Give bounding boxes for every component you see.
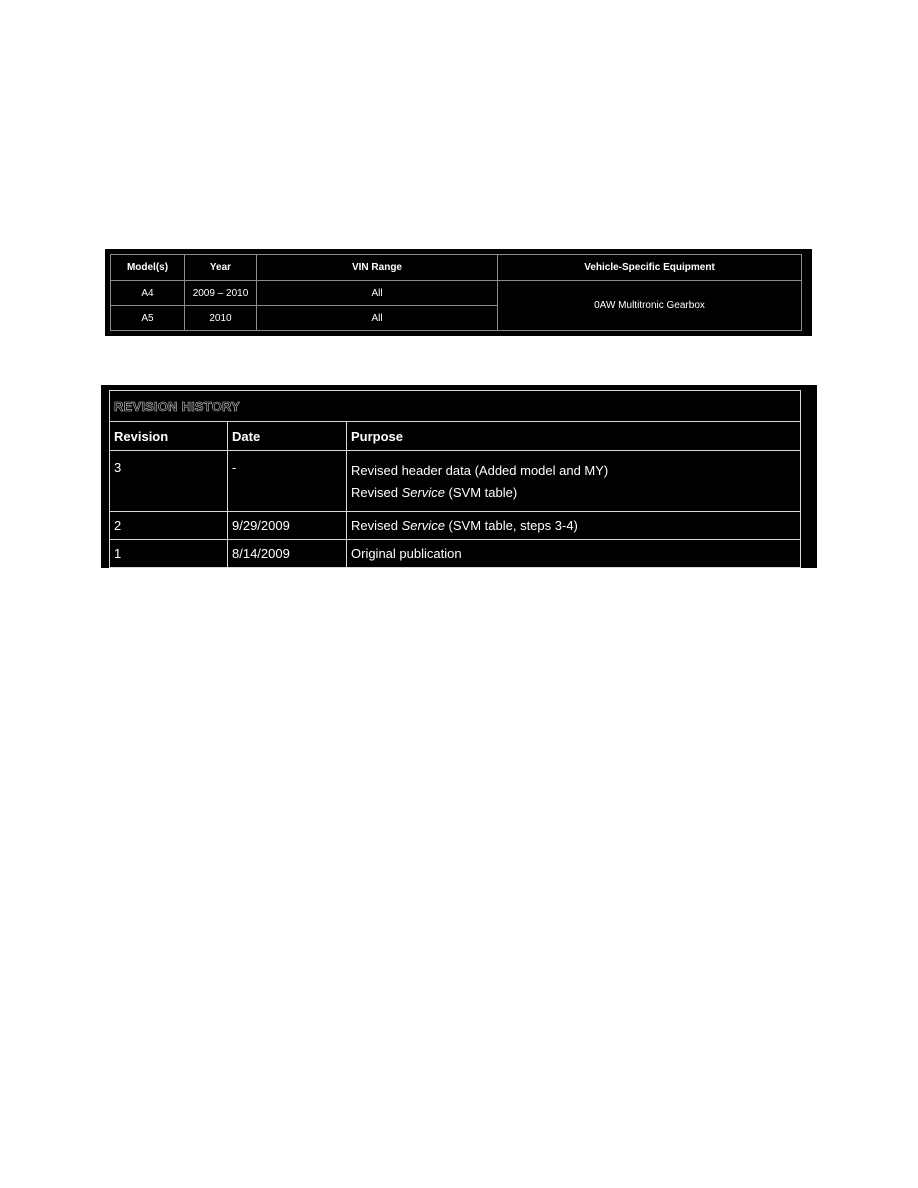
applicability-table-panel (105, 249, 812, 336)
purpose-text: Revised (351, 485, 402, 500)
cell-vin: All (257, 281, 498, 306)
cell-revision: 1 (110, 540, 228, 568)
cell-purpose (347, 451, 801, 512)
table-row (110, 540, 801, 568)
table-row (110, 512, 801, 540)
table-row (111, 281, 802, 306)
cell-model: A5 (111, 306, 185, 331)
cell-year: 2009 – 2010 (185, 281, 257, 306)
purpose-text: (SVM table, steps 3-4) (444, 518, 578, 533)
header-revision: Revision (110, 422, 228, 451)
applicability-header-row (111, 255, 802, 281)
cell-purpose (347, 512, 801, 540)
cell-date: 8/14/2009 (228, 540, 347, 568)
header-vin-range: VIN Range (257, 255, 498, 281)
purpose-text: (SVM table) (444, 485, 518, 500)
applicability-table (110, 254, 802, 331)
purpose-italic-text: Service (401, 518, 445, 533)
revision-history-panel (101, 385, 817, 568)
purpose-text: Revised (351, 518, 402, 533)
cell-vin: All (257, 306, 498, 331)
header-models: Model(s) (111, 255, 185, 281)
cell-year: 2010 (185, 306, 257, 331)
cell-date: - (228, 451, 347, 512)
purpose-line: Revised header data (Added model and MY) (351, 463, 609, 478)
header-equipment: Vehicle-Specific Equipment (498, 255, 802, 281)
purpose-italic-text: Service (401, 485, 445, 500)
cell-model: A4 (111, 281, 185, 306)
revision-history-table (109, 390, 801, 568)
header-date: Date (228, 422, 347, 451)
cell-revision: 3 (110, 451, 228, 512)
purpose-line (351, 482, 796, 504)
cell-revision: 2 (110, 512, 228, 540)
header-year: Year (185, 255, 257, 281)
cell-date: 9/29/2009 (228, 512, 347, 540)
cell-purpose: Original publication (347, 540, 801, 568)
revision-header-row (110, 422, 801, 451)
header-purpose: Purpose (347, 422, 801, 451)
revision-title-row (110, 391, 801, 422)
table-row (110, 451, 801, 512)
cell-equipment: 0AW Multitronic Gearbox (498, 281, 802, 331)
revision-history-title: REVISION HISTORY (110, 391, 801, 422)
